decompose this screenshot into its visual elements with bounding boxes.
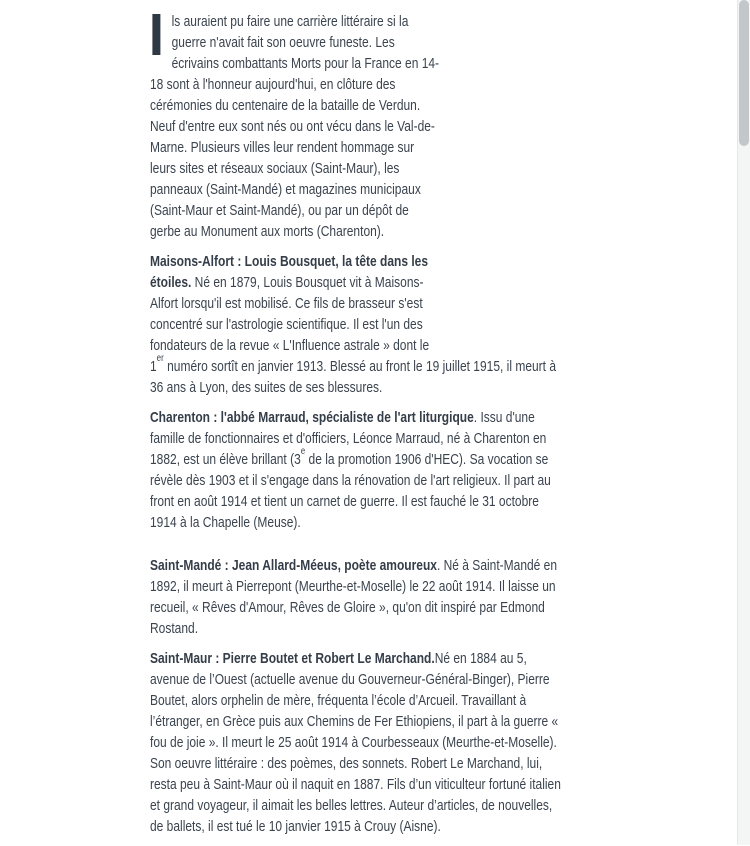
- article-body: [150, 0, 562, 846]
- paragraph-text: numéro sortît en janvier 1913. Blessé au front le 19 juillet 1915, il meurt à 36 ans à Lyon, des suites de ses blessures.: [150, 358, 557, 396]
- paragraph-text: . Né à Saint-Mandé en 1892, il meurt à Pierrepont (Meurthe-et-Moselle) le 22 août 1914. Il laisse un recueil, « Rêves d'Amour, Rêves de Gloire », qu'on dit inspiré par Edmond Rostand.: [150, 557, 558, 637]
- text-wrap-spacer: [442, 11, 562, 351]
- paragraph-text: Né en 1879, Louis Bousquet vit à Maisons-Alfort lorsqu'il est mobilisé. Ce fils de brasseur s'est concentré sur l'astrologie scientifique. Il est l'un des fondateurs de la revue « L'Influence astrale » dont le 1: [150, 274, 430, 375]
- paragraph-saint-maur: [150, 648, 562, 837]
- paragraph-lead: Charenton : l'abbé Marraud, spécialiste de l'art liturgique: [150, 409, 474, 426]
- paragraph-text: de la promotion 1906 d'HEC). Sa vocation se révèle dès 1903 et il s'engage dans la rénovation de l'art religieux. Il part au front en août 1914 et tient un carnet de guerre. Il est fauché le 31 octobre 1914 à la Chapelle (Meuse).: [150, 451, 551, 531]
- drop-cap: [152, 14, 160, 55]
- paragraph-lead: Saint-Mandé : Jean Allard-Méeus, poète amoureux: [150, 557, 437, 574]
- paragraph-lead: Maisons-Alfort : Louis Bousquet, la tête dans les étoiles.: [150, 253, 429, 291]
- paragraph-saint-mande: [150, 555, 562, 639]
- paragraph-lead: Saint-Maur : Pierre Boutet et Robert Le Marchand.: [150, 650, 435, 667]
- scrollbar-thumb[interactable]: [739, 0, 749, 146]
- scrollbar-track[interactable]: [737, 0, 750, 845]
- paragraph-text: Né en 1884 au 5, avenue de l’Ouest (actuelle avenue du Gouverneur-Général-Binger), Pierre Boutet, alors orphelin de mère, fréquenta l’école d’Arcueil. Travaillant à l’étranger, en Grèce puis aux Chemins de Fer Ethiopiens, il part à la guerre « fou de joie ». Il meurt le 25 août 1914 à Courbesseaux (Meurthe-et-Moselle). Son oeuvre littéraire : des poèmes, des sonnets. Robert Le Marchand, lui, resta peu à Saint-Maur où il naquit en 1887. Fils d’un viticulteur fortuné italien et grand voyageur, il aimait les belles lettres. Auteur d’articles, de nouvelles, de ballets, il est tué le 10 janvier 1915 à Crouy (Aisne).: [150, 650, 561, 835]
- paragraph-text: ls auraient pu faire une carrière littéraire si la guerre n'avait fait son oeuvre funeste. Les écrivains combattants Morts pour la France en 14-18 sont à l'honneur aujourd'hui, en clôture des cérémonies du centenaire de la bataille de Verdun. Neuf d'entre eux sont nés ou ont vécu dans le Val-de-Marne. Plusieurs villes leur rendent hommage sur leurs sites et réseaux sociaux (Saint-Maur), les panneaux (Saint-Mandé) et magazines municipaux (Saint-Maur et Saint-Mandé), ou par un dépôt de gerbe au Monument aux morts (Charenton).: [150, 13, 440, 240]
- paragraph-text: . Issu d'une famille de fonctionnaires et d'officiers, Léonce Marraud, né à Charenton en 1882, est un élève brillant (3: [150, 409, 547, 468]
- paragraph-charenton: [150, 407, 562, 533]
- ordinal-superscript: er: [156, 353, 164, 364]
- ordinal-superscript: e: [300, 446, 306, 457]
